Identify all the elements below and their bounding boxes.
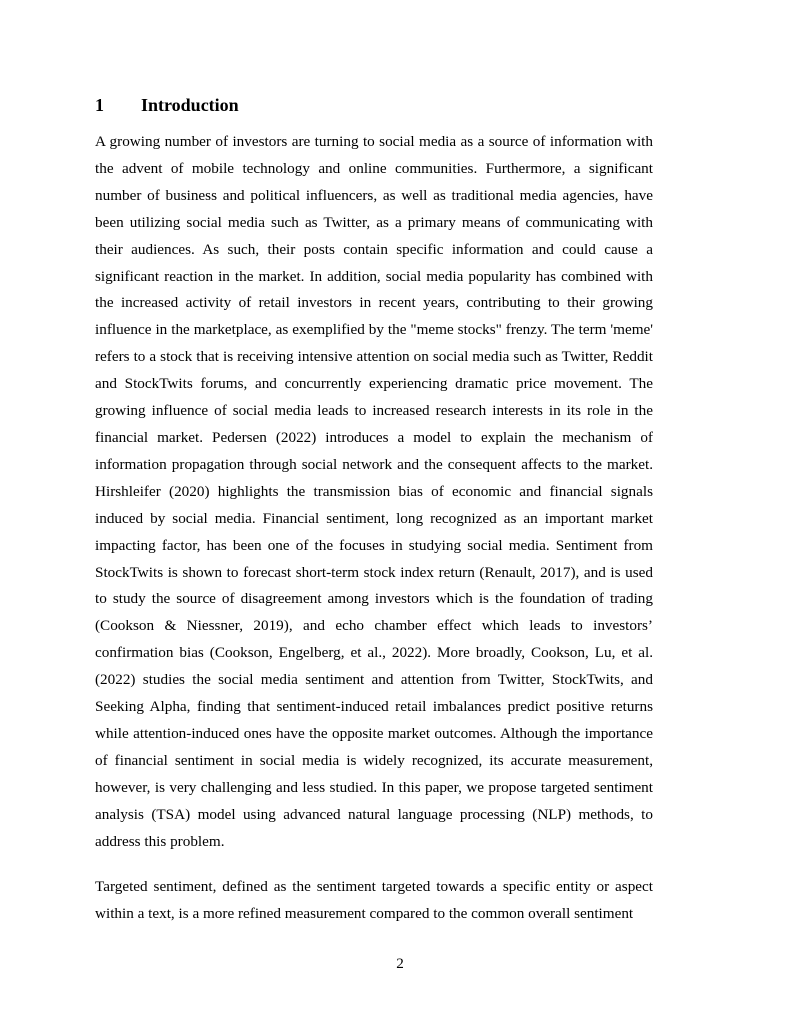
page-number: 2 (396, 955, 404, 972)
body-paragraph-2: Targeted sentiment, defined as the sentiment targeted towards a specific entity or aspect within a text, is a more refined measurement compared to the common overall sentiment (95, 878, 653, 922)
section-number: 1 (95, 95, 104, 115)
body-paragraph-1: A growing number of investors are turning to social media as a source of information with the advent of mobile technology and online communities. Furthermore, a significant number of business and political influencers, as well as traditional media agencies, have been utilizing social media such as Twitter, as a primary means of communicating with their audiences. As such, their posts contain specific information and could cause a significant reaction in the market. In addition, social media popularity has combined with the increased activity of retail investors in recent years, contributing to their growing influence in the marketplace, as exemplified by the "meme stocks" frenzy. The term 'meme' refers to a stock that is receiving intensive attention on social media such as Twitter, Reddit and StockTwits forums, and concurrently experiencing dramatic price movement. The growing influence of social media leads to increased research interests in its role in the financial market. Pedersen (2022) introduces a model to explain the mechanism of information propagation through social network and the consequent affects to the market. Hirshleifer (2020) highlights the transmission bias of economic and financial signals induced by social media. Financial sentiment, long recognized as an important market impacting factor, has been one of the focuses in studying social media. Sentiment from StockTwits is shown to forecast short-term stock index return (Renault, 2017), and is used to study the source of disagreement among investors which is the foundation of trading (Cookson & Niessner, 2019), and echo chamber effect which leads to investors’ confirmation bias (Cookson, Engelberg, et al., 2022). More broadly, Cookson, Lu, et al. (2022) studies the social media sentiment and attention from Twitter, StockTwits, and Seeking Alpha, finding that sentiment-induced retail imbalances predict positive returns while attention-induced ones have the opposite market outcomes. Although the importance of financial sentiment in social media is widely recognized, its accurate measurement, however, is very challenging and less studied. In this paper, we propose targeted sentiment analysis (TSA) model using advanced natural language processing (NLP) methods, to address this problem. (95, 133, 653, 850)
section-title: Introduction (141, 95, 239, 115)
section-heading (95, 93, 239, 117)
